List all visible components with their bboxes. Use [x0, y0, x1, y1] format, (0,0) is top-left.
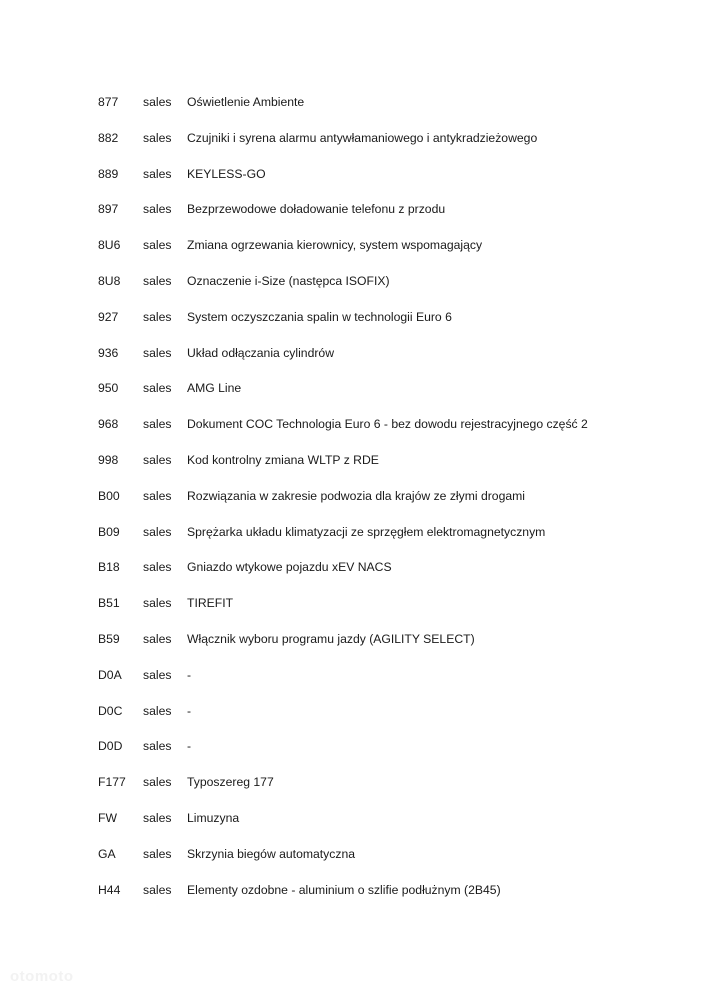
option-row — [98, 558, 688, 594]
option-type: sales — [143, 309, 172, 324]
option-description: Układ odłączania cylindrów — [187, 345, 334, 360]
option-code: F177 — [98, 775, 126, 790]
option-description: TIREFIT — [187, 596, 234, 611]
option-row — [98, 308, 688, 344]
option-description: Bezprzewodowe doładowanie telefonu z przodu — [187, 202, 446, 217]
option-type: sales — [143, 560, 172, 575]
option-row — [98, 344, 688, 380]
option-row — [98, 594, 688, 630]
option-code: 877 — [98, 95, 119, 109]
option-code: B09 — [98, 524, 120, 539]
option-type: sales — [143, 452, 172, 467]
option-type: sales — [143, 596, 172, 611]
option-description: Typoszereg 177 — [187, 775, 274, 790]
option-description: Sprężarka układu klimatyzacji ze sprzęgłem elektromagnetycznym — [187, 524, 546, 539]
option-description: Czujniki i syrena alarmu antywłamaniowego i antykradzieżowego — [187, 130, 538, 145]
option-row — [98, 236, 688, 272]
option-description: - — [187, 739, 192, 754]
option-type: sales — [143, 166, 172, 181]
option-row — [98, 881, 688, 917]
option-row — [98, 845, 688, 881]
option-description: Oświetlenie Ambiente — [187, 95, 305, 109]
option-row — [98, 415, 688, 451]
option-description: KEYLESS-GO — [187, 166, 266, 181]
option-type: sales — [143, 417, 172, 432]
option-type: sales — [143, 703, 172, 718]
option-code: FW — [98, 810, 117, 825]
option-row — [98, 93, 688, 129]
option-code: 968 — [98, 417, 119, 432]
option-row — [98, 702, 688, 738]
option-code: 8U6 — [98, 238, 121, 253]
option-description: Gniazdo wtykowe pojazdu xEV NACS — [187, 560, 392, 575]
equipment-options-list — [98, 93, 688, 916]
option-row — [98, 165, 688, 201]
option-type: sales — [143, 810, 172, 825]
option-row — [98, 737, 688, 773]
option-type: sales — [143, 631, 172, 646]
option-description: Dokument COC Technologia Euro 6 - bez dowodu rejestracyjnego część 2 — [187, 417, 588, 432]
option-code: D0C — [98, 703, 123, 718]
option-description: Skrzynia biegów automatyczna — [187, 846, 356, 861]
option-code: 889 — [98, 166, 119, 181]
option-row — [98, 487, 688, 523]
option-description: Limuzyna — [187, 810, 240, 825]
option-code: 897 — [98, 202, 119, 217]
option-description: Zmiana ogrzewania kierownicy, system wspomagający — [187, 238, 483, 253]
option-row — [98, 200, 688, 236]
option-row — [98, 809, 688, 845]
option-code: B00 — [98, 488, 120, 503]
option-code: B59 — [98, 631, 120, 646]
option-code: D0A — [98, 667, 122, 682]
option-description: AMG Line — [187, 381, 242, 396]
option-type: sales — [143, 238, 172, 253]
option-row — [98, 272, 688, 308]
option-type: sales — [143, 95, 172, 109]
watermark: otomoto — [10, 968, 74, 985]
option-code: B18 — [98, 560, 120, 575]
option-type: sales — [143, 345, 172, 360]
option-row — [98, 630, 688, 666]
option-type: sales — [143, 130, 172, 145]
option-code: GA — [98, 846, 116, 861]
option-type: sales — [143, 381, 172, 396]
option-row — [98, 451, 688, 487]
option-code: 8U8 — [98, 273, 121, 288]
option-description: - — [187, 667, 192, 682]
option-code: 882 — [98, 130, 119, 145]
option-code: 927 — [98, 309, 119, 324]
option-row — [98, 523, 688, 559]
option-type: sales — [143, 667, 172, 682]
option-row — [98, 773, 688, 809]
option-code: 950 — [98, 381, 119, 396]
option-type: sales — [143, 846, 172, 861]
option-type: sales — [143, 202, 172, 217]
option-type: sales — [143, 739, 172, 754]
option-row — [98, 129, 688, 165]
option-row — [98, 379, 688, 415]
option-code: 936 — [98, 345, 119, 360]
option-description: Rozwiązania w zakresie podwozia dla krajów ze złymi drogami — [187, 488, 526, 503]
option-description: Elementy ozdobne - aluminium o szlifie podłużnym (2B45) — [187, 882, 501, 897]
option-description: Oznaczenie i-Size (następca ISOFIX) — [187, 273, 390, 288]
option-type: sales — [143, 488, 172, 503]
option-code: 998 — [98, 452, 119, 467]
option-type: sales — [143, 273, 172, 288]
option-description: Włącznik wyboru programu jazdy (AGILITY SELECT) — [187, 631, 475, 646]
option-description: - — [187, 703, 192, 718]
option-type: sales — [143, 524, 172, 539]
option-code: B51 — [98, 596, 120, 611]
option-type: sales — [143, 882, 172, 897]
option-description: System oczyszczania spalin w technologii Euro 6 — [187, 309, 452, 324]
option-description: Kod kontrolny zmiana WLTP z RDE — [187, 452, 379, 467]
option-row — [98, 666, 688, 702]
option-code: D0D — [98, 739, 123, 754]
option-type: sales — [143, 775, 172, 790]
option-code: H44 — [98, 882, 121, 897]
